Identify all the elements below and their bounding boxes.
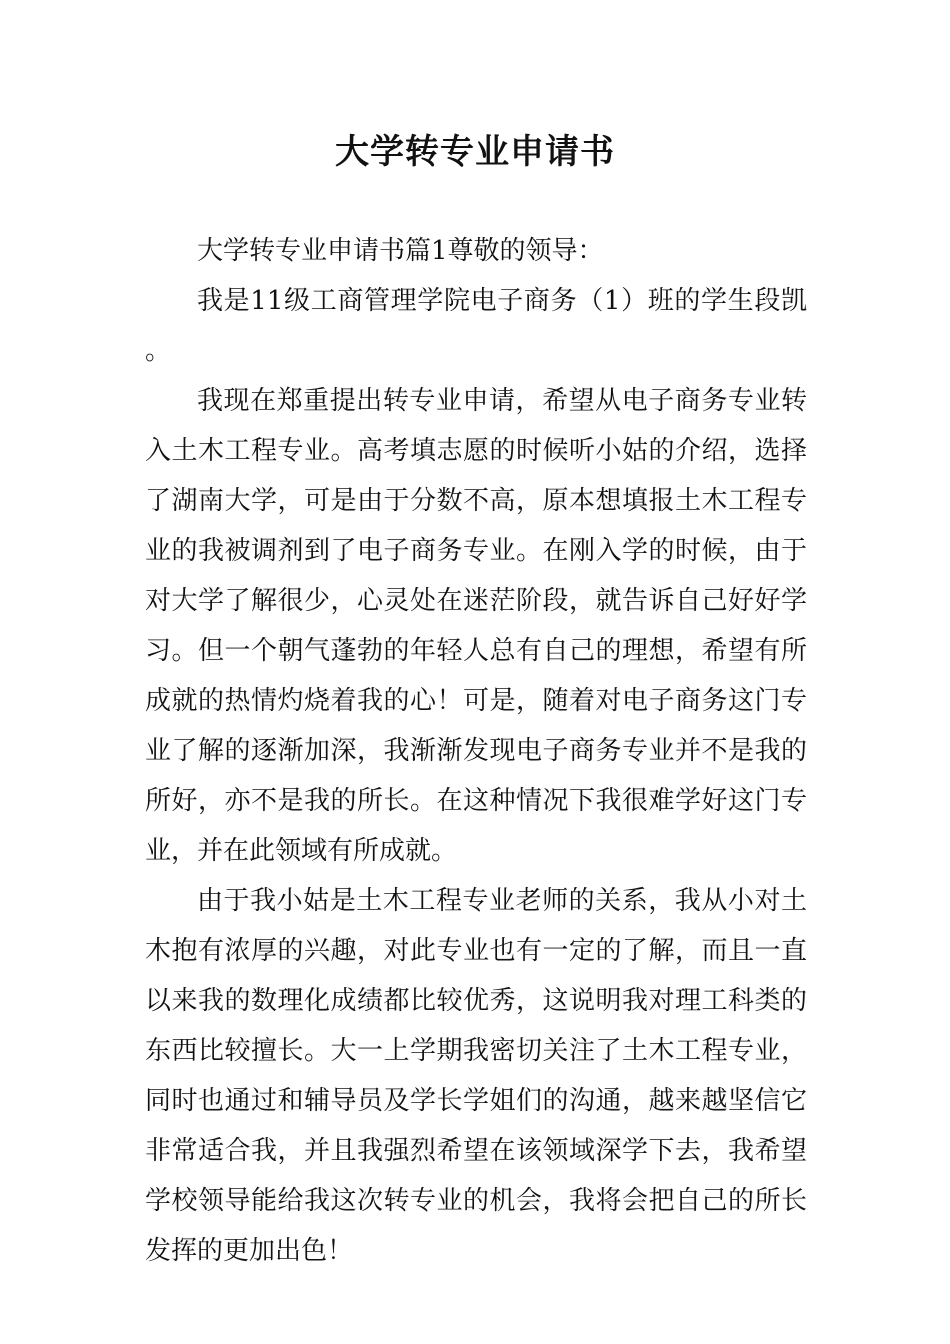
paragraph-reason: 由于我小姑是土木工程专业老师的关系，我从小对土木抱有浓厚的兴趣，对此专业也有一定的了解，而且一直以来我的数理化成绩都比较优秀，这说明我对理工科类的东西比较擅长。大一上学期我密切关注了土木工程专业，同时也通过和辅导员及学长学姐们的沟通，越来越坚信它非常适合我，并且我强烈希望在该领域深学下去，我希望学校领导能给我这次转专业的机会，我将会把自己的所长发挥的更加出色！: [145, 886, 807, 1266]
paragraph-greeting: 大学转专业申请书篇1尊敬的领导：: [197, 236, 604, 266]
paragraph-introduction: 我是11级工商管理学院电子商务（1）班的学生段凯。: [145, 286, 807, 366]
document-body: [145, 226, 807, 1276]
paragraph-request: 我现在郑重提出转专业申请，希望从电子商务专业转入土木工程专业。高考填志愿的时候听小姑的介绍，选择了湖南大学，可是由于分数不高，原本想填报土木工程专业的我被调剂到了电子商务专业。在刚入学的时候，由于对大学了解很少，心灵处在迷茫阶段，就告诉自己好好学习。但一个朝气蓬勃的年轻人总有自己的理想，希望有所成就的热情灼烧着我的心！可是，随着对电子商务这门专业了解的逐渐加深，我渐渐发现电子商务专业并不是我的所好，亦不是我的所长。在这种情况下我很难学好这门专业，并在此领域有所成就。: [145, 386, 807, 866]
document-title: 大学转专业申请书: [335, 132, 615, 172]
